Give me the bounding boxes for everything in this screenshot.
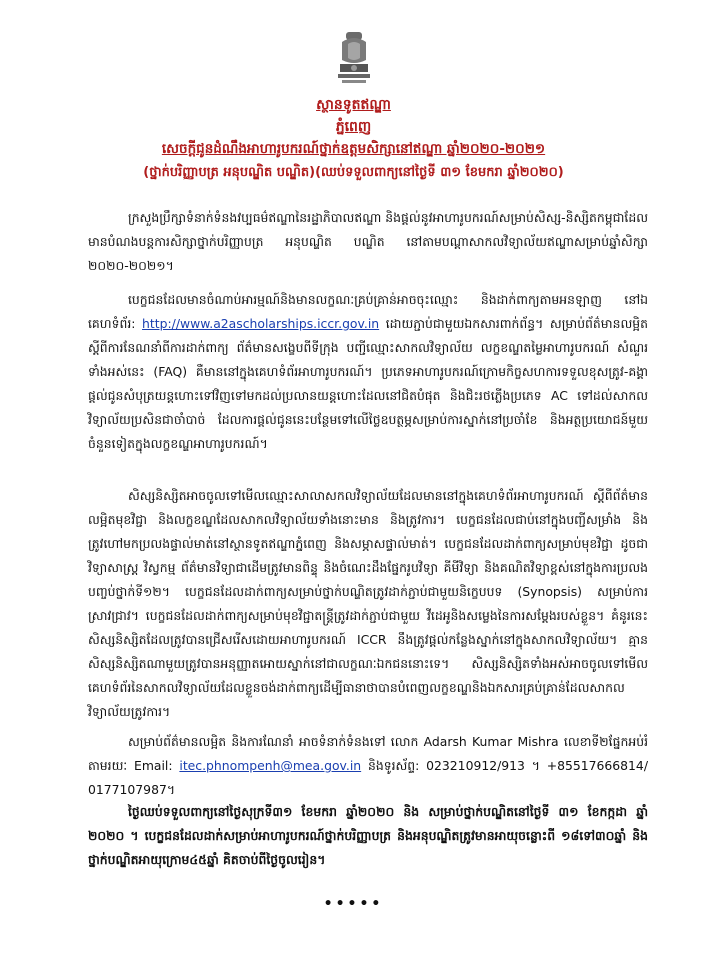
embassy-name: ស្ថានទូតឥណ្ឌា [316,97,391,113]
paragraph-universities: សិស្សនិស្សិតអាចចូលទៅមើលឈ្មោះសាលាសកលវិទ្យាល័យដែលមាននៅក្នុងគេហទំព័រអាហារូបករណ៍ ស្តីពីព័ត៌មានលម្អិតមុខវិជ្ជា និងលក្ខខណ្ឌដែលសាកលវិទ្យាល័យទាំងនោះមាន និងត្រូវការ។ បេក្ខជនដែលជាប់នៅក្នុងបញ្ជីសម្រាំង និងត្រូវហៅមកប្រលងផ្ទាល់មាត់នៅស្ថានទូតឥណ្ឌាភ្នំពេញ និងសម្ភាសផ្ទាល់មាត់។ បេក្ខជនដែលដាក់ពាក្យសម្រាប់មុខវិជ្ជា ដូចជាវិទ្យាសាស្ត្រ វិស្វកម្ម ព័ត៌មានវិទ្យាជាដើមត្រូវមានពិន្ទុ និងចំណេះដឹងផ្នែករូបវិទ្យា គីមីវិទ្យា និងគណិតវិទ្យាខ្ពស់នៅក្នុងការប្រលងបញ្ចប់ថ្នាក់ទី១២។ បេក្ខជនដែលដាក់ពាក្យសម្រាប់ថ្នាក់បណ្ឌិតត្រូវដាក់ភ្ជាប់ជាមួយនិក្ខេបបទ (Synopsis) សម្រាប់ការស្រាវជ្រាវ។ បេក្ខជនដែលដាក់ពាក្យសម្រាប់មុខវិជ្ជាតន្ត្រីត្រូវដាក់ភ្ជាប់ជាមួយ វីដេអូនិងសម្លេងនៃការសម្តែងរបស់ខ្លួន។ គំនូរនេះ សិស្សនិស្សិតដែលត្រូវបានជ្រើសរើសដោយអាហារូបករណ៍ ICCR នឹងត្រូវផ្តល់កន្លែងស្នាក់នៅក្នុងសាកលវិទ្យាល័យ។ គ្មានសិស្សនិស្សិតណាមួយត្រូវបានអនុញ្ញាតអោយស្នាក់នៅជាលក្ខណៈឯកជននោះទេ។ សិស្សនិស្សិតទាំងអស់អាចចូលទៅមើលគេហទំព័រនៃសាកលវិទ្យាល័យដែលខ្លួនចង់ដាក់ពាក្យដើម្បីធានាថាបានបំពេញលក្ខខណ្ឌនិងឯកសារគ្រប់គ្រាន់ដែលសាកលវិទ្យាល័យត្រូវការ។ [88,488,648,719]
paragraph-intro: ក្រសួងប្រឹក្សាទំនាក់ទំនងវប្បធម៌ឥណ្ឌានៃរដ្ឋាភិបាលឥណ្ឌា និងផ្តល់នូវអាហារូបករណ៍សម្រាប់សិស្ស-និស្សិតកម្ពុជាដែលមានបំណងបន្តការសិក្សាថ្នាក់បរិញ្ញាបត្រ អនុបណ្ឌិត បណ្ឌិត នៅតាមបណ្តាសាកលវិទ្យាល័យឥណ្ឌាសម្រាប់ឆ្នាំសិក្សា ២០២០-២០២១។ [88,210,648,273]
paragraph-contact [88,730,648,802]
contact-text-b: និងទូរស័ព្ទ: 023210912/913 ។ +85517666814/ 0177107987។ [88,758,648,797]
city-name: ភ្នំពេញ [335,119,372,135]
contact-text-a: សម្រាប់ព័ត៌មានលម្អិត និងការណែនាំ អាចទំនាក់ទំនងទៅ លោក Adarsh Kumar Mishra លេខាទី២ផ្នែកអប់រំតាមរយៈ Email: [88,734,648,773]
application-text-a: បេក្ខជនដែលមានចំណាប់អារម្មណ៍និងមានលក្ខណៈគ្រប់គ្រាន់អាចចុះឈ្មោះ និងដាក់ពាក្យតាមអនឡាញ នៅឯគេហទំព័រ: [88,292,648,331]
end-marker: ••••• [323,896,384,912]
scholarship-website-link[interactable]: http://www.a2ascholarships.iccr.gov.in [142,316,380,331]
contact-email-link[interactable]: itec.phnompenh@mea.gov.in [179,758,362,773]
application-text-b: ដោយភ្ជាប់ជាមួយឯកសារពាក់ព័ន្ធ។ សម្រាប់ព័ត៌មានលម្អិតស្តីពីការនែណនាំពីការដាក់ពាក្យ ព័ត៌មានសង្ខេបពីទីក្រុង បញ្ជីឈ្មោះសាកលវិទ្យាល័យ លក្ខខណ្ឌតម្លៃអាហារូបករណ៍ សំណួរទាំងអស់នេះ (FAQ) គឺមាននៅក្នុងគេហទំព័រអាហារូបករណ៍។ ប្រភេទអាហារូបករណ៍ក្រោមកិច្ចសហការទទួលខុសត្រូវ-គង្គាផ្តល់ជូនសំបុត្រយន្តហោះទៅវិញទៅមកដល់ប្រលានយន្តហោះដែលនៅជិតបំផុត និងជិះរថភ្លើងប្រភេទ AC ទៅដល់សាកលវិទ្យាល័យប្រសិនជាចាំបាច់ ដែលការផ្តល់ជូននេះបន្ថែមទៅលើថ្លៃឧបត្ថម្ភសម្រាប់ការស្នាក់នៅប្រចាំខែ និងអត្ថប្រយោជន៍មួយចំនួនទៀតក្នុងលក្ខខណ្ឌអាហារូបករណ៍។ [88,316,648,451]
national-emblem-icon [336,30,372,88]
paragraph-deadline: ថ្ងៃឈប់ទទួលពាក្យនៅថ្ងៃសុក្រទី៣១ ខែមករា ឆ្នាំ២០២០ និង សម្រាប់ថ្នាក់បណ្ឌិតនៅថ្ងៃទី ៣១ ខែកក្កដា ឆ្នាំ ២០២០ ។ បេក្ខជនដែលដាក់សម្រាប់អាហារូបករណ៍ថ្នាក់បរិញ្ញាបត្រ និងអនុបណ្ឌិតត្រូវមានអាយុចន្លោះពី ១៨ទៅ៣០ឆ្នាំ និងថ្នាក់បណ្ឌិតអាយុក្រោម៤៥ឆ្នាំ គិតចាប់ពីថ្ងៃចូលរៀន។ [88,804,648,867]
notice-subtitle: (ថ្នាក់បរិញ្ញាបត្រ អនុបណ្ឌិត បណ្ឌិត)(ឈប់ទទួលពាក្យនៅថ្ងៃទី ៣១ ខែមករា ឆ្នាំ២០២០) [143,165,564,180]
paragraph-application [88,288,648,456]
notice-title: សេចក្តីជូនដំណឹងអាហារូបករណ៍ថ្នាក់ឧត្តមសិក្សានៅឥណ្ឌា ឆ្នាំ២០២០-២០២១ [161,141,546,157]
